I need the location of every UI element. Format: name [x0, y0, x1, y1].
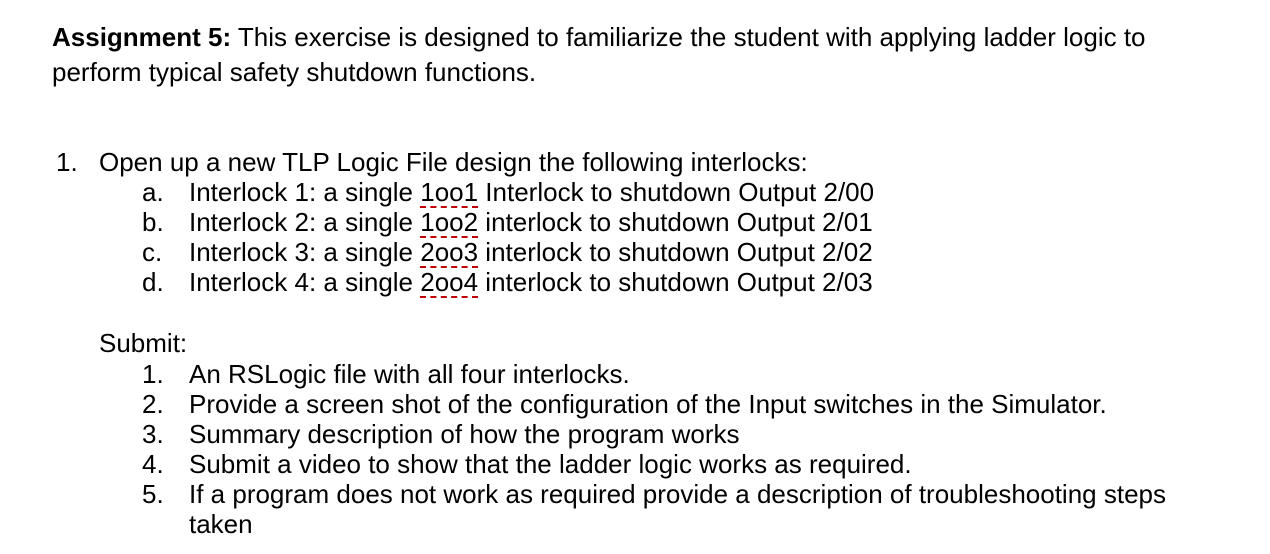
interlock-term: 2oo4 [420, 267, 479, 297]
interlock-text [189, 177, 874, 207]
submit-item [142, 479, 1242, 539]
interlock-text [189, 237, 873, 267]
interlock-text [189, 207, 873, 237]
submit-item-number: 4. [142, 449, 164, 479]
interlock-letter: b. [142, 207, 164, 237]
interlock-term: 1oo2 [420, 207, 479, 237]
step-number: 1. [56, 147, 78, 177]
submit-item [142, 359, 1242, 389]
step-item [56, 147, 1206, 177]
interlock-text-before: Interlock 2: a single [189, 207, 421, 237]
interlock-letter: d. [142, 267, 164, 297]
submit-item [142, 419, 1242, 449]
interlock-text-before: Interlock 4: a single [189, 267, 421, 297]
interlock-item [56, 267, 1206, 297]
interlock-letter: c. [142, 237, 163, 267]
submit-heading: Submit: [99, 328, 188, 358]
interlock-text [189, 267, 873, 297]
assignment-intro [52, 20, 1202, 90]
submit-item-number: 1. [142, 359, 164, 389]
interlock-term: 1oo1 [420, 177, 479, 207]
submit-item-text: Submit a video to show that the ladder logic works as required. [189, 449, 912, 479]
assignment-label: Assignment 5: [52, 22, 232, 52]
interlock-term: 2oo3 [420, 237, 479, 267]
submit-item-text: Summary description of how the program works [189, 419, 740, 449]
submit-item [142, 389, 1242, 419]
interlock-text-after: interlock to shutdown Output 2/03 [478, 267, 873, 297]
submit-item-text: If a program does not work as required provide a description of troubleshooting steps taken [189, 479, 1166, 539]
interlock-text-after: interlock to shutdown Output 2/01 [478, 207, 873, 237]
interlock-text-before: Interlock 1: a single [189, 177, 421, 207]
interlock-text-after: Interlock to shutdown Output 2/00 [478, 177, 875, 207]
submit-list [142, 359, 1242, 539]
step-list [56, 147, 1206, 297]
submit-item [142, 449, 1242, 479]
interlock-letter: a. [142, 177, 164, 207]
submit-item-number: 5. [142, 479, 164, 509]
interlock-text-after: interlock to shutdown Output 2/02 [478, 237, 873, 267]
interlock-item [56, 207, 1206, 237]
interlock-text-before: Interlock 3: a single [189, 237, 421, 267]
submit-item-text: Provide a screen shot of the configuration of the Input switches in the Simulator. [189, 389, 1107, 419]
step-text: Open up a new TLP Logic File design the following interlocks: [99, 147, 808, 177]
interlock-item [56, 237, 1206, 267]
assignment-description: This exercise is designed to familiarize the student with applying ladder logic to perform typical safety shutdown functions. [52, 22, 1146, 87]
submit-item-text: An RSLogic file with all four interlocks. [189, 359, 630, 389]
interlock-item [56, 177, 1206, 207]
submit-item-number: 3. [142, 419, 164, 449]
submit-item-number: 2. [142, 389, 164, 419]
